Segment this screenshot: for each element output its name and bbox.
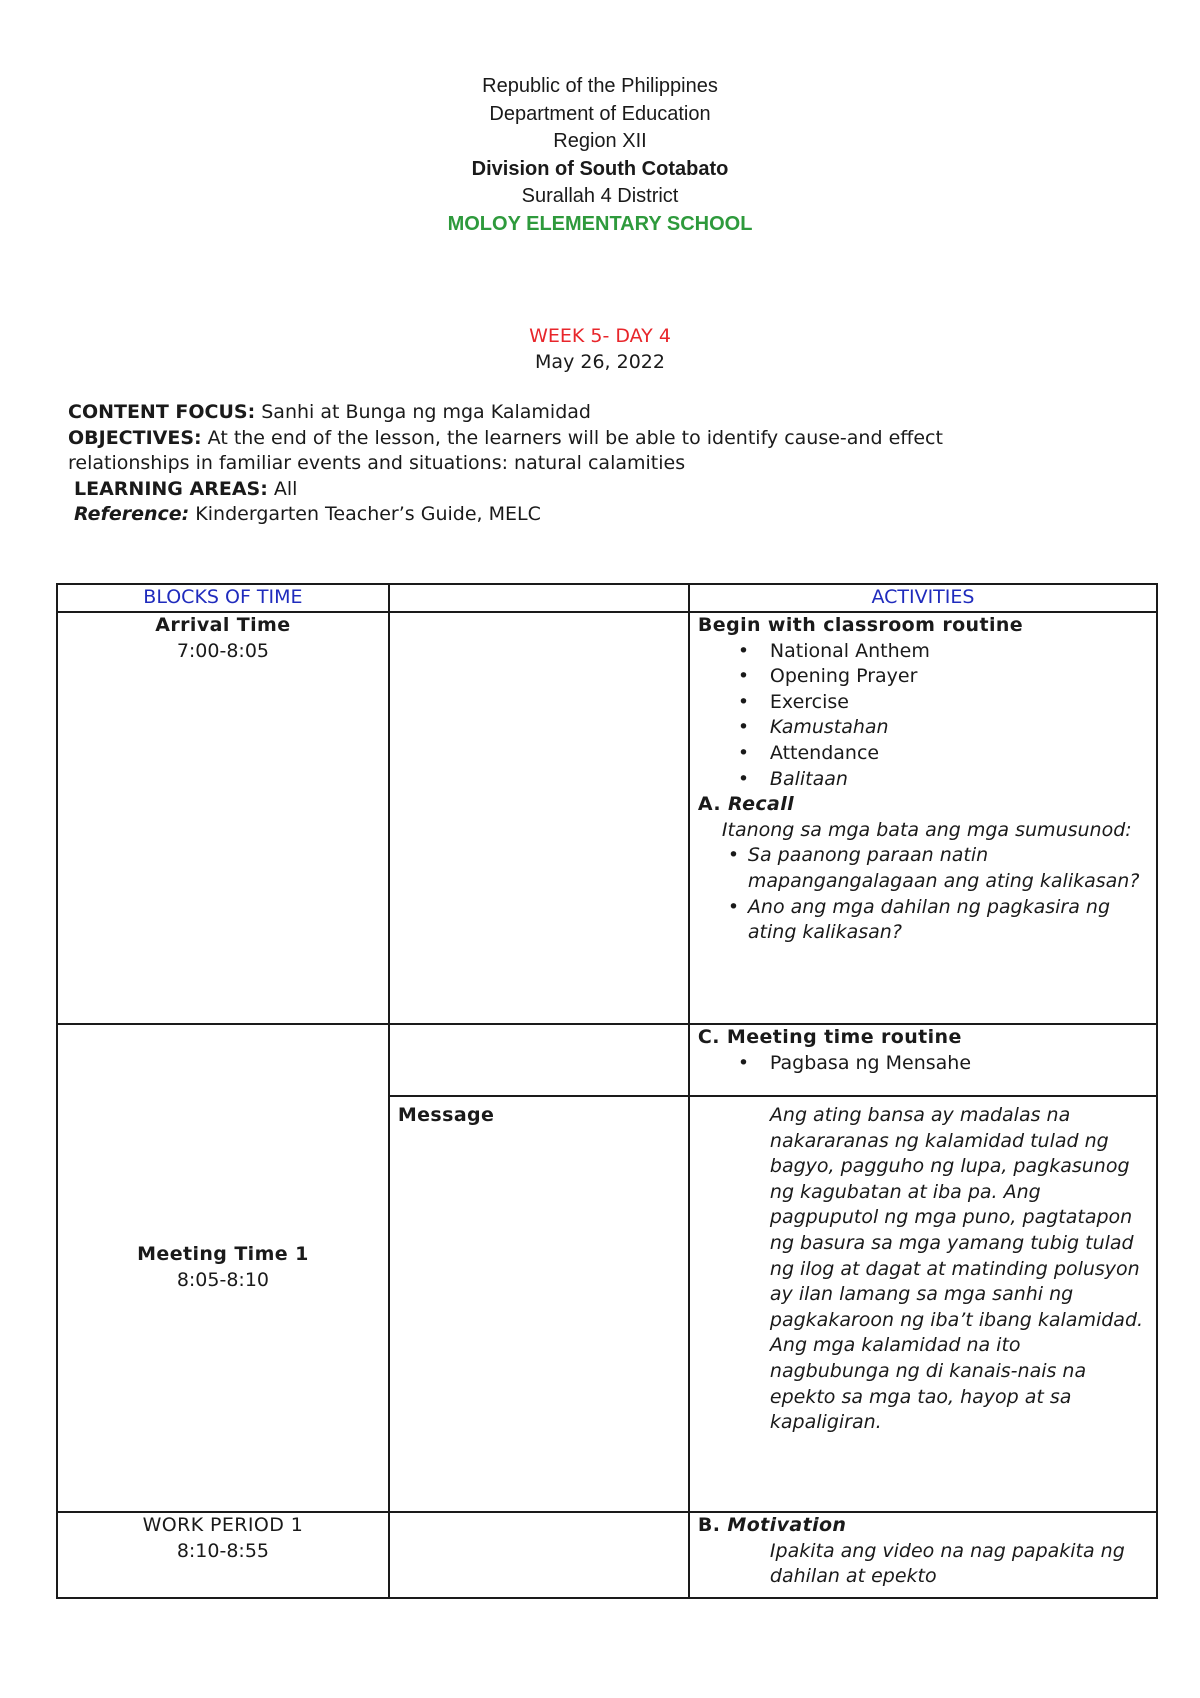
work-activities-cell: [689, 1512, 1157, 1598]
meeting-routine-cell: [689, 1024, 1157, 1096]
motivation-text: Ipakita ang video na nag papakita ng dahilan at epekto: [769, 1539, 1125, 1588]
meeting-middle-cell: [389, 1024, 689, 1096]
work-period-name: WORK PERIOD 1: [142, 1514, 304, 1536]
list-item: • Sa paanong paraan natin mapangangalagaan ang ating kalikasan?: [698, 843, 1148, 894]
arrival-time-range: 7:00-8:05: [176, 639, 270, 662]
motivation-word: Motivation: [727, 1514, 847, 1536]
table-row: [57, 1512, 1157, 1598]
header-school-name: MOLOY ELEMENTARY SCHOOL: [447, 212, 753, 235]
arrival-block-cell: [57, 612, 389, 1024]
message-text: Ang ating bansa ay madalas na nakararanas ng kalamidad tulad ng bagyo, pagguho ng lupa, pagkasunog ng kagubatan at iba pa. Ang pagpuputol ng mga puno, pagtatapon ng basura sa mga yamang tubig tulad ng ilog at dagat at matinding polusyon ay ilan lamang sa mga sanhi ng pagkakaroon ng iba’t ibang kalamidad. Ang mga kalamidad na ito nagbubunga ng di kanais-nais na epekto sa mga tao, hayop at sa kapaligiran.: [769, 1104, 1144, 1434]
lesson-date: May 26, 2022: [535, 351, 665, 373]
motivation-letter: B.: [697, 1514, 728, 1536]
content-focus-label: CONTENT FOCUS:: [68, 401, 256, 423]
meeting-time-range: 8:05-8:10: [176, 1269, 270, 1291]
blocks-of-time-header: BLOCKS OF TIME: [57, 584, 389, 612]
reference: [68, 502, 1148, 528]
content-focus-value: Sanhi at Bunga ng mga Kalamidad: [255, 401, 591, 423]
document-header: [0, 73, 1200, 239]
list-item: • Pagbasa ng Mensahe: [698, 1051, 1148, 1077]
list-item: • Balitaan: [698, 767, 1148, 793]
work-middle-cell: [389, 1512, 689, 1598]
routine-list: [698, 639, 1148, 793]
header-department: Department of Education: [489, 102, 711, 125]
learning-areas: [68, 477, 1148, 503]
work-block-cell: [57, 1512, 389, 1598]
list-item: • Opening Prayer: [698, 664, 1148, 690]
meeting-block-cell: [57, 1024, 389, 1512]
learning-areas-label: LEARNING AREAS:: [74, 477, 268, 500]
lesson-info: [68, 400, 1148, 528]
list-item: • Attendance: [698, 741, 1148, 767]
recall-questions: [698, 843, 1148, 945]
content-focus: [68, 400, 1148, 426]
list-item: • Ano ang mga dahilan ng pagkasira ng ating kalikasan?: [698, 895, 1148, 946]
learning-areas-value: All: [267, 477, 298, 500]
header-division: Division of South Cotabato: [471, 157, 729, 180]
list-item: • Exercise: [698, 690, 1148, 716]
meeting-time-name: Meeting Time 1: [137, 1243, 309, 1266]
objectives-value: At the end of the lesson, the learners will be able to identify cause-and effect: [201, 426, 943, 449]
table-row: [57, 612, 1157, 1024]
meeting-routine-title: C. Meeting time routine: [697, 1026, 962, 1048]
arrival-activities-cell: [689, 612, 1157, 1024]
routine-title: Begin with classroom routine: [697, 614, 1024, 636]
objectives-label: OBJECTIVES:: [68, 426, 202, 449]
activities-header: ACTIVITIES: [689, 584, 1157, 612]
message-text-cell: [689, 1096, 1157, 1512]
week-day-label: WEEK 5- DAY 4: [529, 325, 671, 347]
week-day-block: [0, 323, 1200, 375]
arrival-time-name: Arrival Time: [155, 614, 291, 636]
schedule-table: [56, 583, 1158, 1599]
header-republic: Republic of the Philippines: [482, 75, 718, 97]
recall-intro: Itanong sa mga bata ang mga sumusunod:: [721, 818, 1132, 841]
list-item: • Kamustahan: [698, 715, 1148, 741]
message-label-cell: [389, 1096, 689, 1512]
recall-title: [698, 792, 1148, 818]
header-district: Surallah 4 District: [521, 185, 679, 208]
table-header-row: [57, 584, 1157, 612]
objectives: [68, 426, 1148, 452]
header-region: Region XII: [553, 130, 647, 153]
motivation-title: [698, 1513, 1148, 1539]
message-label: Message: [397, 1104, 495, 1126]
middle-column-header: [389, 584, 689, 612]
objectives-continued: relationships in familiar events and situations: natural calamities: [68, 452, 686, 475]
list-item: • National Anthem: [698, 639, 1148, 665]
work-period-time: 8:10-8:55: [176, 1539, 270, 1562]
recall-letter: A.: [697, 793, 728, 816]
reference-value: Kindergarten Teacher’s Guide, MELC: [189, 503, 541, 526]
table-row: [57, 1024, 1157, 1096]
recall-word: Recall: [728, 793, 795, 816]
meeting-routine-list: [698, 1051, 1148, 1077]
arrival-middle-cell: [389, 612, 689, 1024]
reference-label: Reference:: [74, 503, 190, 526]
